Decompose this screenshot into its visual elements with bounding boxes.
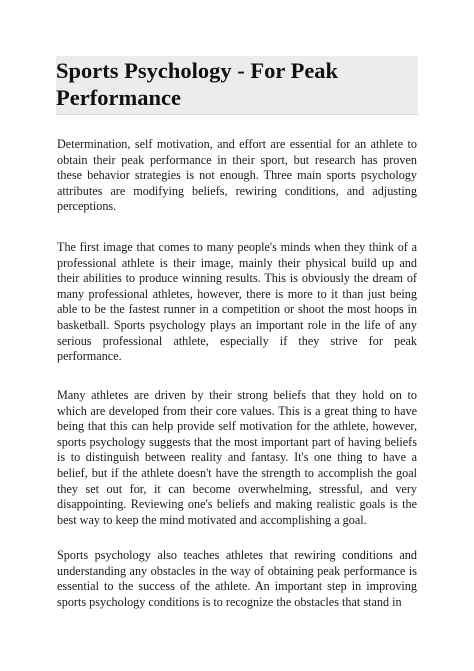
paragraph-intro: Determination, self motivation, and effort are essential for an athlete to obtain their peak performance in their sport, but research has proven these behavior strategies is not enough. Three main sports psychology attributes are modifying beliefs, rewiring conditions, and adjusting perceptions. [57,137,417,214]
document-title: Sports Psychology - For Peak Performance [56,58,339,110]
paragraph-beliefs: Many athletes are driven by their strong beliefs that they hold on to which are developed from their core values. This is a great thing to have being that this can help provide self motivation for the athlete, however, sports psychology suggests that the most important part of having beliefs is to distinguish between reality and fantasy. It's one thing to have a belief, but if the athlete doesn't have the strength to accomplish the goal they set out for, it can become overwhelming, stressful, and very disappointing. Reviewing one's beliefs and making realistic goals is the best way to keep the mind motivated and accomplishing a goal. [57,388,417,527]
paragraph-rewiring-conditions: Sports psychology also teaches athletes that rewiring conditions and understanding any obstacles in the way of obtaining peak performance is essential to the success of the athlete. An important step in improving sports psychology conditions is to recognize the obstacles that stand in [57,548,417,609]
paragraph-athlete-image: The first image that comes to many people's minds when they think of a professional athlete is their image, mainly their physical build up and their abilities to produce winning results. This is obviously the dream of many professional athletes, however, there is more to it than just being able to be the fastest runner in a competition or shoot the most hoops in basketball. Sports psychology plays an important role in the life of any serious professional athlete, especially if they strive for peak performance. [57,240,417,364]
